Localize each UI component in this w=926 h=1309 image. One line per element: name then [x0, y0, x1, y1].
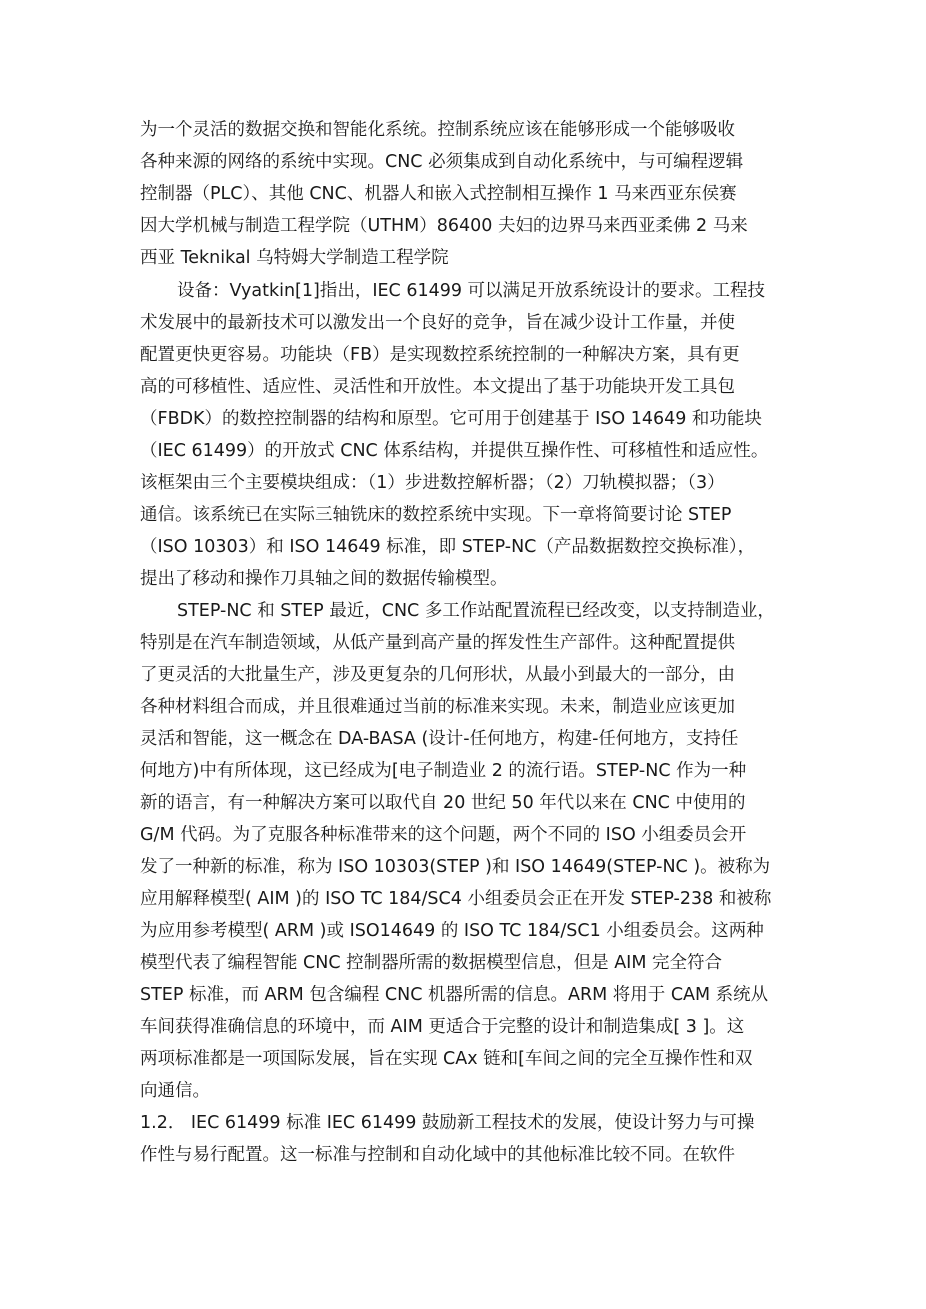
- text-line: 高的可移植性、适应性、灵活性和开放性。本文提出了基于功能块开发工具包: [140, 377, 735, 397]
- text-line: 何地方)中有所体现，这已经成为[电子制造业 2 的流行语。STEP-NC 作为一种: [140, 761, 747, 781]
- text-line: G/M 代码。为了克服各种标准带来的这个问题，两个不同的 ISO 小组委员会开: [140, 825, 747, 845]
- text-line: 为一个灵活的数据交换和智能化系统。控制系统应该在能够形成一个能够吸收: [140, 120, 735, 140]
- text-line: 为应用参考模型( ARM )或 ISO14649 的 ISO TC 184/SC1 小组委员会。这两种: [140, 921, 764, 941]
- text-line: （IEC 61499）的开放式 CNC 体系结构，并提供互操作性、可移植性和适应性。: [140, 441, 769, 461]
- text-line: 作性与易行配置。这一标准与控制和自动化域中的其他标准比较不同。在软件: [140, 1145, 735, 1165]
- text-line: 提出了移动和操作刀具轴之间的数据传输模型。: [140, 569, 508, 589]
- text-line: 该框架由三个主要模块组成：（1）步进数控解析器；（2）刀轨模拟器；（3）: [140, 473, 725, 493]
- text-line: 设备：Vyatkin[1]指出，IEC 61499 可以满足开放系统设计的要求。工程技: [177, 281, 766, 301]
- text-line: 新的语言，有一种解决方案可以取代自 20 世纪 50 年代以来在 CNC 中使用的: [140, 793, 746, 813]
- text-line: 应用解释模型( AIM )的 ISO TC 184/SC4 小组委员会正在开发 STEP-238 和被称: [140, 889, 772, 909]
- text-line: （ISO 10303）和 ISO 14649 标准，即 STEP-NC（产品数据数控交换标准），: [140, 537, 756, 557]
- text-line: 模型代表了编程智能 CNC 控制器所需的数据模型信息，但是 AIM 完全符合: [140, 953, 723, 973]
- text-line: 术发展中的最新技术可以激发出一个良好的竞争，旨在减少设计工作量，并使: [140, 313, 735, 333]
- text-line: 西亚 Teknikal 乌特姆大学制造工程学院: [140, 248, 449, 268]
- text-line: 控制器（PLC）、其他 CNC、机器人和嵌入式控制相互操作 1 马来西亚东侯赛: [140, 184, 737, 204]
- text-line: （FBDK）的数控控制器的结构和原型。它可用于创建基于 ISO 14649 和功能块: [140, 409, 762, 429]
- text-line: 发了一种新的标准，称为 ISO 10303(STEP )和 ISO 14649(STEP-NC )。被称为: [140, 857, 771, 877]
- text-line: 因大学机械与制造工程学院（UTHM）86400 夫妇的边界马来西亚柔佛 2 马来: [140, 216, 748, 236]
- text-line: 配置更快更容易。功能块（FB）是实现数控系统控制的一种解决方案，具有更: [140, 345, 740, 365]
- text-line: STEP-NC 和 STEP 最近，CNC 多工作站配置流程已经改变，以支持制造业，: [177, 601, 775, 621]
- text-line: 各种材料组合而成，并且很难通过当前的标准来实现。未来，制造业应该更加: [140, 697, 735, 717]
- text-line: 两项标准都是一项国际发展，旨在实现 CAx 链和[车间之间的完全互操作性和双: [140, 1049, 753, 1069]
- text-line: 向通信。: [140, 1081, 210, 1101]
- text-line: 各种来源的网络的系统中实现。CNC 必须集成到自动化系统中，与可编程逻辑: [140, 152, 744, 172]
- section-heading-line: 1.2． IEC 61499 标准 IEC 61499 鼓励新工程技术的发展，使设计努力与可操: [140, 1113, 755, 1133]
- text-line: 了更灵活的大批量生产，涉及更复杂的几何形状，从最小到最大的一部分，由: [140, 665, 735, 685]
- text-line: 通信。该系统已在实际三轴铣床的数控系统中实现。下一章将简要讨论 STEP: [140, 505, 732, 525]
- text-line: 灵活和智能，这一概念在 DA-BASA (设计-任何地方，构建-任何地方，支持任: [140, 729, 739, 749]
- text-line: 车间获得准确信息的环境中，而 AIM 更适合于完整的设计和制造集成[ 3 ]。这: [140, 1017, 745, 1037]
- text-line: STEP 标准，而 ARM 包含编程 CNC 机器所需的信息。ARM 将用于 CAM 系统从: [140, 985, 769, 1005]
- text-line: 特别是在汽车制造领域，从低产量到高产量的挥发性生产部件。这种配置提供: [140, 633, 735, 653]
